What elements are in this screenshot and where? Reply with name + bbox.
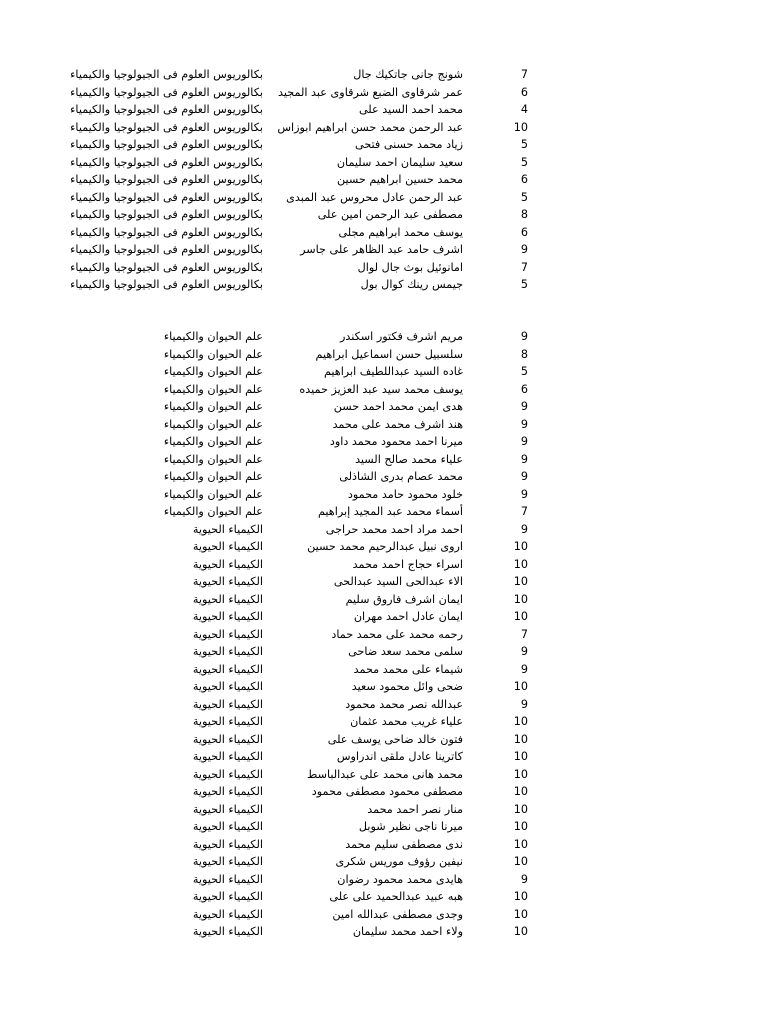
program-cell: الكيمياء الحيوية bbox=[192, 802, 263, 816]
score-cell: 6 bbox=[520, 85, 528, 99]
program-cell: الكيمياء الحيوية bbox=[192, 872, 263, 886]
score-cell: 7 bbox=[520, 68, 528, 81]
score-cell: 10 bbox=[513, 907, 528, 921]
program-cell: علم الحيوان والكيمياء bbox=[163, 505, 263, 518]
program-cell: الكيمياء الحيوية bbox=[192, 610, 263, 623]
score-cell: 10 bbox=[513, 925, 528, 938]
student-name-cell: غاده السيد عبداللطيف ابراهيم bbox=[323, 365, 463, 378]
program-cell: الكيمياء الحيوية bbox=[192, 907, 263, 921]
score-cell: 10 bbox=[513, 890, 528, 903]
program-cell: الكيمياء الحيوية bbox=[192, 540, 263, 553]
table-row bbox=[0, 119, 768, 137]
score-cell: 9 bbox=[520, 243, 528, 256]
program-cell: علم الحيوان والكيمياء bbox=[163, 452, 263, 466]
score-cell: 5 bbox=[520, 155, 528, 169]
table-row bbox=[0, 731, 768, 749]
table-row bbox=[0, 818, 768, 836]
score-cell: 10 bbox=[513, 750, 528, 763]
student-name-cell: هبه عبيد عبدالحميد على على bbox=[329, 890, 463, 903]
program-cell: بكالوريوس العلوم فى الجيولوجيا والكيمياء bbox=[70, 243, 263, 256]
student-name-cell: الاء عبدالحى السيد عبدالحى bbox=[333, 575, 463, 588]
table-row bbox=[0, 171, 768, 189]
program-cell: الكيمياء الحيوية bbox=[192, 767, 263, 781]
table-row bbox=[0, 451, 768, 469]
student-name-cell: رحمه محمد على محمد حماد bbox=[331, 627, 463, 641]
student-name-cell: هايدى محمد محمود رضوان bbox=[337, 872, 463, 886]
score-cell: 9 bbox=[520, 400, 528, 413]
score-cell: 9 bbox=[520, 435, 528, 448]
score-cell: 10 bbox=[513, 767, 528, 781]
score-cell: 10 bbox=[513, 715, 528, 728]
table-row bbox=[0, 416, 768, 434]
student-name-cell: وجدى مصطفى عبدالله امين bbox=[332, 907, 463, 921]
table-row bbox=[0, 661, 768, 679]
program-cell: علم الحيوان والكيمياء bbox=[163, 330, 263, 343]
student-name-cell: سلمى محمد سعد ضاحى bbox=[348, 645, 463, 658]
table-row bbox=[0, 626, 768, 644]
program-cell: الكيمياء الحيوية bbox=[192, 855, 263, 868]
program-cell: بكالوريوس العلوم فى الجيولوجيا والكيمياء bbox=[70, 208, 263, 221]
table-row bbox=[0, 433, 768, 451]
table-row bbox=[0, 66, 768, 84]
score-cell: 10 bbox=[513, 855, 528, 868]
table-row bbox=[0, 573, 768, 591]
student-name-cell: اسراء حجاج احمد محمد bbox=[352, 557, 463, 571]
program-cell: علم الحيوان والكيمياء bbox=[163, 382, 263, 396]
program-cell: بكالوريوس العلوم فى الجيولوجيا والكيمياء bbox=[70, 260, 263, 274]
table-row bbox=[0, 363, 768, 381]
score-cell: 8 bbox=[520, 347, 528, 361]
student-name-cell: ميرنا ناجى نظير شوبل bbox=[358, 820, 463, 833]
score-cell: 9 bbox=[520, 662, 528, 676]
program-cell: الكيمياء الحيوية bbox=[192, 662, 263, 676]
program-cell: الكيمياء الحيوية bbox=[192, 837, 263, 851]
student-name-cell: عمر شرقاوى الضبع شرقاوى عبد المجيد bbox=[278, 85, 463, 99]
program-cell: علم الحيوان والكيمياء bbox=[163, 487, 263, 501]
table-row bbox=[0, 871, 768, 889]
score-cell: 10 bbox=[513, 785, 528, 798]
student-name-cell: اروى نبيل عبدالرحيم محمد حسين bbox=[307, 540, 463, 553]
program-cell: علم الحيوان والكيمياء bbox=[163, 435, 263, 448]
score-cell: 5 bbox=[520, 190, 528, 204]
score-cell: 9 bbox=[520, 487, 528, 501]
program-cell: بكالوريوس العلوم فى الجيولوجيا والكيمياء bbox=[70, 225, 263, 239]
table-row bbox=[0, 468, 768, 486]
program-cell: الكيمياء الحيوية bbox=[192, 645, 263, 658]
program-cell: بكالوريوس العلوم فى الجيولوجيا والكيمياء bbox=[70, 190, 263, 204]
student-name-cell: خلود محمود حامد محمود bbox=[347, 487, 463, 501]
student-name-cell: ميرنا احمد محمود محمد داود bbox=[329, 435, 463, 448]
score-cell: 9 bbox=[520, 470, 528, 483]
student-name-cell: ايمان عادل احمد مهران bbox=[353, 610, 463, 623]
student-name-cell: شونج جانى جاتكيك جال bbox=[353, 68, 463, 81]
score-cell: 9 bbox=[520, 645, 528, 658]
student-name-cell: ايمان اشرف فاروق سليم bbox=[345, 592, 463, 606]
table-row bbox=[0, 259, 768, 277]
score-cell: 10 bbox=[513, 540, 528, 553]
table-row bbox=[0, 538, 768, 556]
table-row bbox=[0, 591, 768, 609]
student-name-cell: شيماء على محمد محمد bbox=[353, 662, 463, 676]
score-cell: 10 bbox=[513, 820, 528, 833]
program-cell: بكالوريوس العلوم فى الجيولوجيا والكيمياء bbox=[70, 103, 263, 116]
table-row bbox=[0, 713, 768, 731]
table-row bbox=[0, 608, 768, 626]
program-cell: بكالوريوس العلوم فى الجيولوجيا والكيمياء bbox=[70, 173, 263, 186]
score-cell: 5 bbox=[520, 365, 528, 378]
student-name-cell: سلسبيل حسن اسماعيل ابراهيم bbox=[315, 347, 463, 361]
score-cell: 10 bbox=[513, 120, 528, 134]
score-cell: 10 bbox=[513, 837, 528, 851]
table-row bbox=[0, 84, 768, 102]
table-row bbox=[0, 241, 768, 259]
program-cell: علم الحيوان والكيمياء bbox=[163, 347, 263, 361]
student-name-cell: محمد احمد السيد على bbox=[358, 103, 463, 116]
student-name-cell: ندى مصطفى سليم محمد bbox=[345, 837, 463, 851]
table-row bbox=[0, 643, 768, 661]
program-cell: علم الحيوان والكيمياء bbox=[163, 400, 263, 413]
score-cell: 9 bbox=[520, 330, 528, 343]
program-cell: علم الحيوان والكيمياء bbox=[163, 365, 263, 378]
student-name-cell: فتون خالد ضاحى يوسف على bbox=[327, 732, 463, 746]
table-row bbox=[0, 154, 768, 172]
program-cell: الكيمياء الحيوية bbox=[192, 785, 263, 798]
student-name-cell: احمد مراد احمد محمد حراجى bbox=[325, 522, 463, 536]
score-cell: 7 bbox=[520, 260, 528, 274]
student-name-cell: عبد الرحمن عادل محروس عبد المبدى bbox=[286, 190, 463, 204]
student-name-cell: ضحى وائل محمود سعيد bbox=[351, 680, 463, 693]
program-cell: علم الحيوان والكيمياء bbox=[163, 417, 263, 431]
student-name-cell: امانوئيل بوث جال لوال bbox=[357, 260, 463, 274]
table-row bbox=[0, 783, 768, 801]
student-name-cell: يوسف محمد سيد عبد العزيز حميده bbox=[299, 382, 463, 396]
score-cell: 10 bbox=[513, 592, 528, 606]
score-cell: 6 bbox=[520, 173, 528, 186]
program-cell: الكيمياء الحيوية bbox=[192, 697, 263, 711]
score-cell: 9 bbox=[520, 872, 528, 886]
program-cell: الكيمياء الحيوية bbox=[192, 750, 263, 763]
table-row bbox=[0, 521, 768, 539]
table-row bbox=[0, 381, 768, 399]
score-cell: 5 bbox=[520, 278, 528, 291]
score-cell: 4 bbox=[520, 103, 528, 116]
student-name-cell: أسماء محمد عبد المجيد إبراهيم bbox=[317, 505, 463, 518]
score-cell: 7 bbox=[520, 627, 528, 641]
table-row bbox=[0, 748, 768, 766]
student-name-cell: عبد الرحمن محمد حسن ابراهيم ابوزاس bbox=[277, 120, 463, 134]
student-name-cell: سعيد سليمان احمد سليمان bbox=[336, 155, 463, 169]
program-cell: علم الحيوان والكيمياء bbox=[163, 470, 263, 483]
student-name-cell: زياد محمد حسنى فتحى bbox=[355, 138, 463, 151]
program-cell: الكيمياء الحيوية bbox=[192, 732, 263, 746]
table-row bbox=[0, 888, 768, 906]
table-row bbox=[0, 328, 768, 346]
student-name-cell: ولاء احمد محمد سليمان bbox=[352, 925, 463, 938]
program-cell: الكيمياء الحيوية bbox=[192, 820, 263, 833]
table-row bbox=[0, 276, 768, 294]
table-row bbox=[0, 696, 768, 714]
score-cell: 9 bbox=[520, 417, 528, 431]
table-row bbox=[0, 189, 768, 207]
student-name-cell: نيفين رؤوف موريس شكرى bbox=[335, 855, 463, 868]
score-cell: 6 bbox=[520, 382, 528, 396]
score-cell: 10 bbox=[513, 732, 528, 746]
table-row bbox=[0, 503, 768, 521]
table-row bbox=[0, 678, 768, 696]
student-name-cell: علياء غريب محمد عثمان bbox=[350, 715, 463, 728]
program-cell: الكيمياء الحيوية bbox=[192, 575, 263, 588]
program-cell: الكيمياء الحيوية bbox=[192, 627, 263, 641]
program-cell: بكالوريوس العلوم فى الجيولوجيا والكيمياء bbox=[70, 68, 263, 81]
program-cell: الكيمياء الحيوية bbox=[192, 592, 263, 606]
table-row bbox=[0, 136, 768, 154]
student-name-cell: يوسف محمد ابراهيم مجلى bbox=[338, 225, 463, 239]
table-row bbox=[0, 486, 768, 504]
score-cell: 10 bbox=[513, 610, 528, 623]
program-cell: الكيمياء الحيوية bbox=[192, 680, 263, 693]
program-cell: بكالوريوس العلوم فى الجيولوجيا والكيمياء bbox=[70, 155, 263, 169]
table-row bbox=[0, 853, 768, 871]
table-row bbox=[0, 101, 768, 119]
student-name-cell: جيمس رينك كوال بول bbox=[360, 278, 463, 291]
table-row bbox=[0, 224, 768, 242]
student-name-cell: منار نصر احمد محمد bbox=[367, 802, 463, 816]
student-name-cell: محمد هانى محمد على عبدالباسط bbox=[306, 767, 463, 781]
score-cell: 9 bbox=[520, 452, 528, 466]
table-row bbox=[0, 923, 768, 941]
program-cell: بكالوريوس العلوم فى الجيولوجيا والكيمياء bbox=[70, 138, 263, 151]
table-row bbox=[0, 206, 768, 224]
program-cell: الكيمياء الحيوية bbox=[192, 925, 263, 938]
table-row bbox=[0, 766, 768, 784]
score-cell: 9 bbox=[520, 697, 528, 711]
student-name-cell: هند اشرف محمد على محمد bbox=[332, 417, 463, 431]
program-cell: بكالوريوس العلوم فى الجيولوجيا والكيمياء bbox=[70, 85, 263, 99]
student-name-cell: كاترينا عادل ملقى اندراوس bbox=[336, 750, 463, 763]
score-cell: 8 bbox=[520, 208, 528, 221]
score-cell: 5 bbox=[520, 138, 528, 151]
score-cell: 6 bbox=[520, 225, 528, 239]
table-row bbox=[0, 556, 768, 574]
table-row bbox=[0, 801, 768, 819]
student-name-cell: مريم اشرف فكتور اسكندر bbox=[339, 330, 463, 343]
table-row bbox=[0, 398, 768, 416]
score-cell: 10 bbox=[513, 680, 528, 693]
score-cell: 9 bbox=[520, 522, 528, 536]
program-cell: الكيمياء الحيوية bbox=[192, 522, 263, 536]
score-cell: 10 bbox=[513, 575, 528, 588]
table-row bbox=[0, 836, 768, 854]
score-cell: 10 bbox=[513, 557, 528, 571]
student-name-cell: محمد عصام بدرى الشاذلى bbox=[339, 470, 463, 483]
program-cell: بكالوريوس العلوم فى الجيولوجيا والكيمياء bbox=[70, 278, 263, 291]
student-name-cell: اشرف حامد عبد الظاهر على جاسر bbox=[300, 243, 463, 256]
program-cell: الكيمياء الحيوية bbox=[192, 557, 263, 571]
program-cell: بكالوريوس العلوم فى الجيولوجيا والكيمياء bbox=[70, 120, 263, 134]
table-row bbox=[0, 346, 768, 364]
program-cell: الكيمياء الحيوية bbox=[192, 890, 263, 903]
student-name-cell: محمد حسين ابراهيم حسين bbox=[336, 173, 463, 186]
program-cell: الكيمياء الحيوية bbox=[192, 715, 263, 728]
score-cell: 7 bbox=[520, 505, 528, 518]
student-name-cell: عبدالله نصر محمد محمود bbox=[345, 697, 463, 711]
table-row bbox=[0, 906, 768, 924]
student-name-cell: هدى ايمن محمد احمد حسن bbox=[333, 400, 463, 413]
student-name-cell: مصطفى عبد الرحمن امين على bbox=[317, 208, 463, 221]
student-name-cell: مصطفى محمود مصطفى محمود bbox=[311, 785, 463, 798]
student-name-cell: علياء محمد صالح السيد bbox=[355, 452, 463, 466]
score-cell: 10 bbox=[513, 802, 528, 816]
